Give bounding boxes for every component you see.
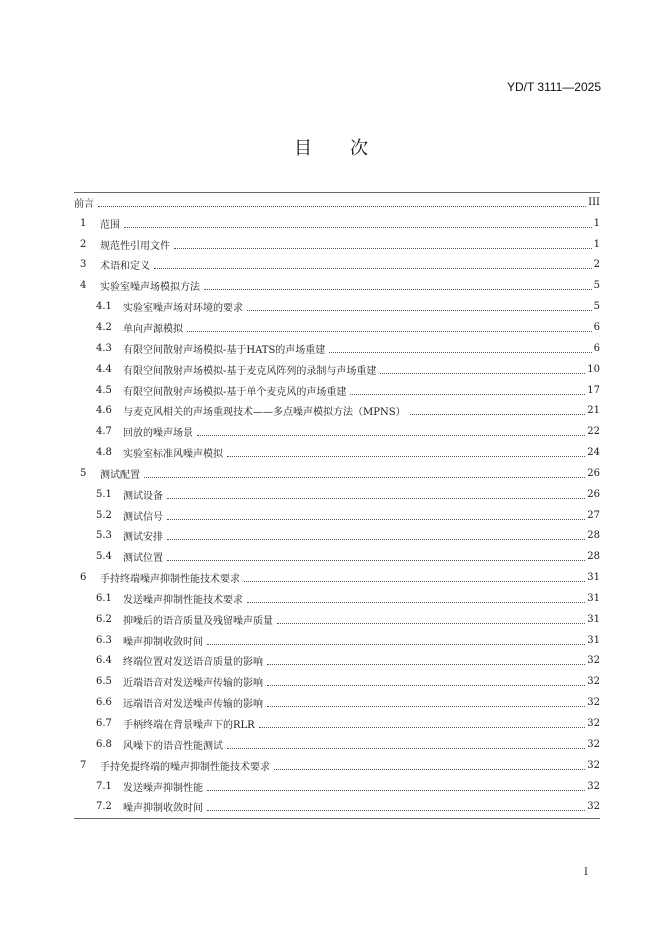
toc-entry-page: 22 (587, 426, 600, 438)
toc-entry-number: 5.4 (96, 551, 112, 563)
toc-entry-title: 有限空间散射声场模拟-基于单个麦克风的声场重建 (123, 386, 347, 398)
toc-entry-title: 噪声抑制收敛时间 (123, 636, 203, 648)
toc-entry-number: 7.1 (96, 780, 112, 792)
toc-entry[interactable] (74, 567, 600, 588)
toc-entry-title: 手持免提终端的噪声抑制性能技术要求 (100, 761, 270, 773)
toc-entry[interactable] (74, 484, 600, 505)
toc-entry[interactable] (74, 526, 600, 547)
toc-entry[interactable] (74, 755, 600, 776)
toc-entry-page: 26 (587, 488, 600, 500)
toc-entry[interactable] (74, 317, 600, 338)
toc-entry[interactable] (74, 463, 600, 484)
toc-leader-dots (124, 227, 592, 228)
toc-leader-dots (247, 310, 592, 311)
toc-entry[interactable] (74, 796, 600, 817)
toc-entry-title: 有限空间散射声场模拟-基于HATS的声场重建 (123, 344, 326, 356)
toc-entry[interactable] (74, 255, 600, 276)
toc-entry-title: 抑噪后的语音质量及残留噪声质量 (123, 615, 273, 627)
toc-entry-page: 1 (593, 238, 600, 250)
toc-entry-title: 测试安排 (123, 532, 163, 544)
toc-entry-title: 有限空间散射声场模拟-基于麦克风阵列的录制与声场重建 (123, 365, 377, 377)
toc-entry-number: 6.2 (96, 613, 112, 625)
toc-entry-page: 21 (587, 405, 600, 417)
toc-leader-dots (259, 727, 586, 728)
toc-entry-page: 32 (587, 759, 600, 771)
document-number: YD/T 3111—2025 (506, 80, 601, 94)
toc-entry-number: 5 (80, 467, 87, 479)
toc-entry[interactable] (74, 442, 600, 463)
toc-entry-page: 26 (587, 467, 600, 479)
toc-entry-number: 6.5 (96, 676, 112, 688)
toc-entry-title: 与麦克风相关的声场重现技术——多点噪声模拟方法（MPNS） (123, 407, 406, 419)
toc-entry-page: 24 (587, 447, 600, 459)
toc-leader-dots (244, 581, 585, 582)
toc-entry-page: 28 (587, 530, 600, 542)
toc-entry[interactable] (74, 630, 600, 651)
toc-entry[interactable] (74, 734, 600, 755)
toc-entry-number: 4.7 (96, 426, 112, 438)
toc-entry-page: 31 (587, 634, 600, 646)
toc-entry-number: 6.3 (96, 634, 112, 646)
toc-entry-title: 噪声抑制收敛时间 (123, 803, 203, 815)
toc-leader-dots (207, 790, 585, 791)
toc-entry-number: 4.1 (96, 301, 112, 313)
toc-entry[interactable] (74, 546, 600, 567)
toc-entry-number: 5.3 (96, 530, 112, 542)
toc-entry-number: 4.5 (96, 384, 112, 396)
toc-entry-page: 32 (587, 738, 600, 750)
page-number: I (584, 867, 588, 878)
toc-entry-title: 手柄终端在背景噪声下的RLR (123, 720, 255, 732)
toc-entry[interactable] (74, 234, 600, 255)
toc-entry-title: 实验室噪声场模拟方法 (100, 282, 200, 294)
toc-leader-dots (380, 373, 585, 374)
toc-entry-page: III (588, 196, 600, 208)
toc-leader-dots (329, 352, 591, 353)
toc-leader-dots (204, 289, 592, 290)
toc-entry[interactable] (74, 692, 600, 713)
page-title: 目次 (294, 138, 406, 159)
toc-entry-number: 4.3 (96, 342, 112, 354)
toc-entry[interactable] (74, 380, 600, 401)
toc-leader-dots (187, 331, 592, 332)
toc-entry-number: 4.2 (96, 321, 112, 333)
toc-entry-title: 测试配置 (100, 469, 140, 481)
toc-entry-number: 2 (80, 238, 87, 250)
toc-entry-page: 31 (587, 572, 600, 584)
toc-entry-page: 17 (587, 384, 600, 396)
toc-entry-page: 32 (587, 697, 600, 709)
toc-leader-dots (267, 706, 585, 707)
toc-entry-page: 10 (587, 363, 600, 375)
toc-entry-number: 6.4 (96, 655, 112, 667)
toc-entry-page: 6 (593, 342, 600, 354)
toc-entry[interactable] (74, 400, 600, 421)
toc-entry-title: 实验室噪声场对环境的要求 (123, 303, 243, 315)
toc-entry-page: 2 (593, 259, 600, 271)
toc-entry-title: 前言 (74, 198, 94, 210)
toc-entry-title: 术语和定义 (100, 261, 150, 273)
toc-entry-page: 31 (587, 613, 600, 625)
toc-leader-dots (350, 394, 585, 395)
toc-entry-title: 发送噪声抑制性能技术要求 (123, 594, 243, 606)
toc-entry-number: 1 (80, 217, 87, 229)
table-of-contents (74, 192, 600, 817)
toc-entry-number: 4.6 (96, 405, 112, 417)
toc-entry-number: 4.4 (96, 363, 112, 375)
toc-entry-number: 3 (80, 259, 87, 271)
toc-entry[interactable] (74, 505, 600, 526)
toc-entry-number: 6.7 (96, 718, 112, 730)
toc-entry[interactable] (74, 213, 600, 234)
toc-entry[interactable] (74, 588, 600, 609)
toc-leader-dots (207, 644, 585, 645)
toc-entry-page: 32 (587, 780, 600, 792)
toc-entry-page: 28 (587, 551, 600, 563)
toc-leader-dots (197, 435, 585, 436)
toc-entry-page: 32 (587, 655, 600, 667)
toc-entry-title: 测试位置 (123, 553, 163, 565)
toc-entry-page: 32 (587, 676, 600, 688)
toc-entry-page: 5 (593, 301, 600, 313)
toc-leader-dots (98, 206, 586, 207)
toc-entry-number: 4.8 (96, 447, 112, 459)
toc-leader-dots (267, 685, 585, 686)
toc-leader-dots (227, 748, 585, 749)
toc-leader-dots (154, 268, 592, 269)
toc-entry-page: 31 (587, 592, 600, 604)
toc-leader-dots (277, 623, 585, 624)
toc-entry-title: 范围 (100, 219, 120, 231)
toc-entry-number: 5.1 (96, 488, 112, 500)
toc-leader-dots (167, 539, 585, 540)
toc-leader-dots (167, 498, 585, 499)
toc-entry-number: 7 (80, 759, 87, 771)
toc-entry[interactable] (74, 275, 600, 296)
toc-entry-number: 4 (80, 280, 87, 292)
toc-entry-page: 32 (587, 718, 600, 730)
toc-entry[interactable] (74, 609, 600, 630)
toc-entry-page: 27 (587, 509, 600, 521)
toc-entry[interactable] (74, 651, 600, 672)
toc-entry-page: 6 (593, 321, 600, 333)
toc-entry-title: 回放的噪声场景 (123, 428, 193, 440)
toc-entry[interactable] (74, 296, 600, 317)
toc-leader-dots (167, 560, 585, 561)
toc-entry-title: 实验室标准风噪声模拟 (123, 449, 223, 461)
toc-entry-number: 6.8 (96, 738, 112, 750)
toc-leader-dots (207, 810, 585, 811)
toc-entry-page: 1 (593, 217, 600, 229)
toc-entry[interactable] (74, 338, 600, 359)
toc-entry[interactable] (74, 776, 600, 797)
toc-entry-title: 远端语音对发送噪声传输的影响 (123, 699, 263, 711)
toc-leader-dots (174, 248, 592, 249)
toc-leader-dots (274, 769, 585, 770)
bottom-divider (74, 818, 600, 819)
toc-leader-dots (227, 456, 585, 457)
toc-entry-number: 6.6 (96, 697, 112, 709)
toc-entry-title: 规范性引用文件 (100, 240, 170, 252)
toc-leader-dots (267, 664, 585, 665)
toc-entry-page: 5 (593, 280, 600, 292)
toc-entry[interactable] (74, 421, 600, 442)
toc-entry[interactable] (74, 192, 600, 213)
toc-entry-title: 发送噪声抑制性能 (123, 782, 203, 794)
toc-leader-dots (410, 414, 586, 415)
toc-entry-number: 6 (80, 572, 87, 584)
toc-entry-title: 终端位置对发送语音质量的影响 (123, 657, 263, 669)
toc-entry-number: 6.1 (96, 592, 112, 604)
toc-leader-dots (144, 477, 585, 478)
toc-leader-dots (247, 602, 585, 603)
toc-entry-title: 风噪下的语音性能测试 (123, 740, 223, 752)
toc-leader-dots (167, 519, 585, 520)
toc-entry[interactable] (74, 713, 600, 734)
toc-entry-number: 5.2 (96, 509, 112, 521)
toc-entry-title: 手持终端噪声抑制性能技术要求 (100, 574, 240, 586)
toc-entry-title: 单向声源模拟 (123, 323, 183, 335)
toc-entry-title: 测试信号 (123, 511, 163, 523)
toc-entry-page: 32 (587, 801, 600, 813)
toc-entry[interactable] (74, 671, 600, 692)
toc-entry-title: 近端语音对发送噪声传输的影响 (123, 678, 263, 690)
toc-entry[interactable] (74, 359, 600, 380)
toc-entry-title: 测试设备 (123, 490, 163, 502)
toc-entry-number: 7.2 (96, 801, 112, 813)
